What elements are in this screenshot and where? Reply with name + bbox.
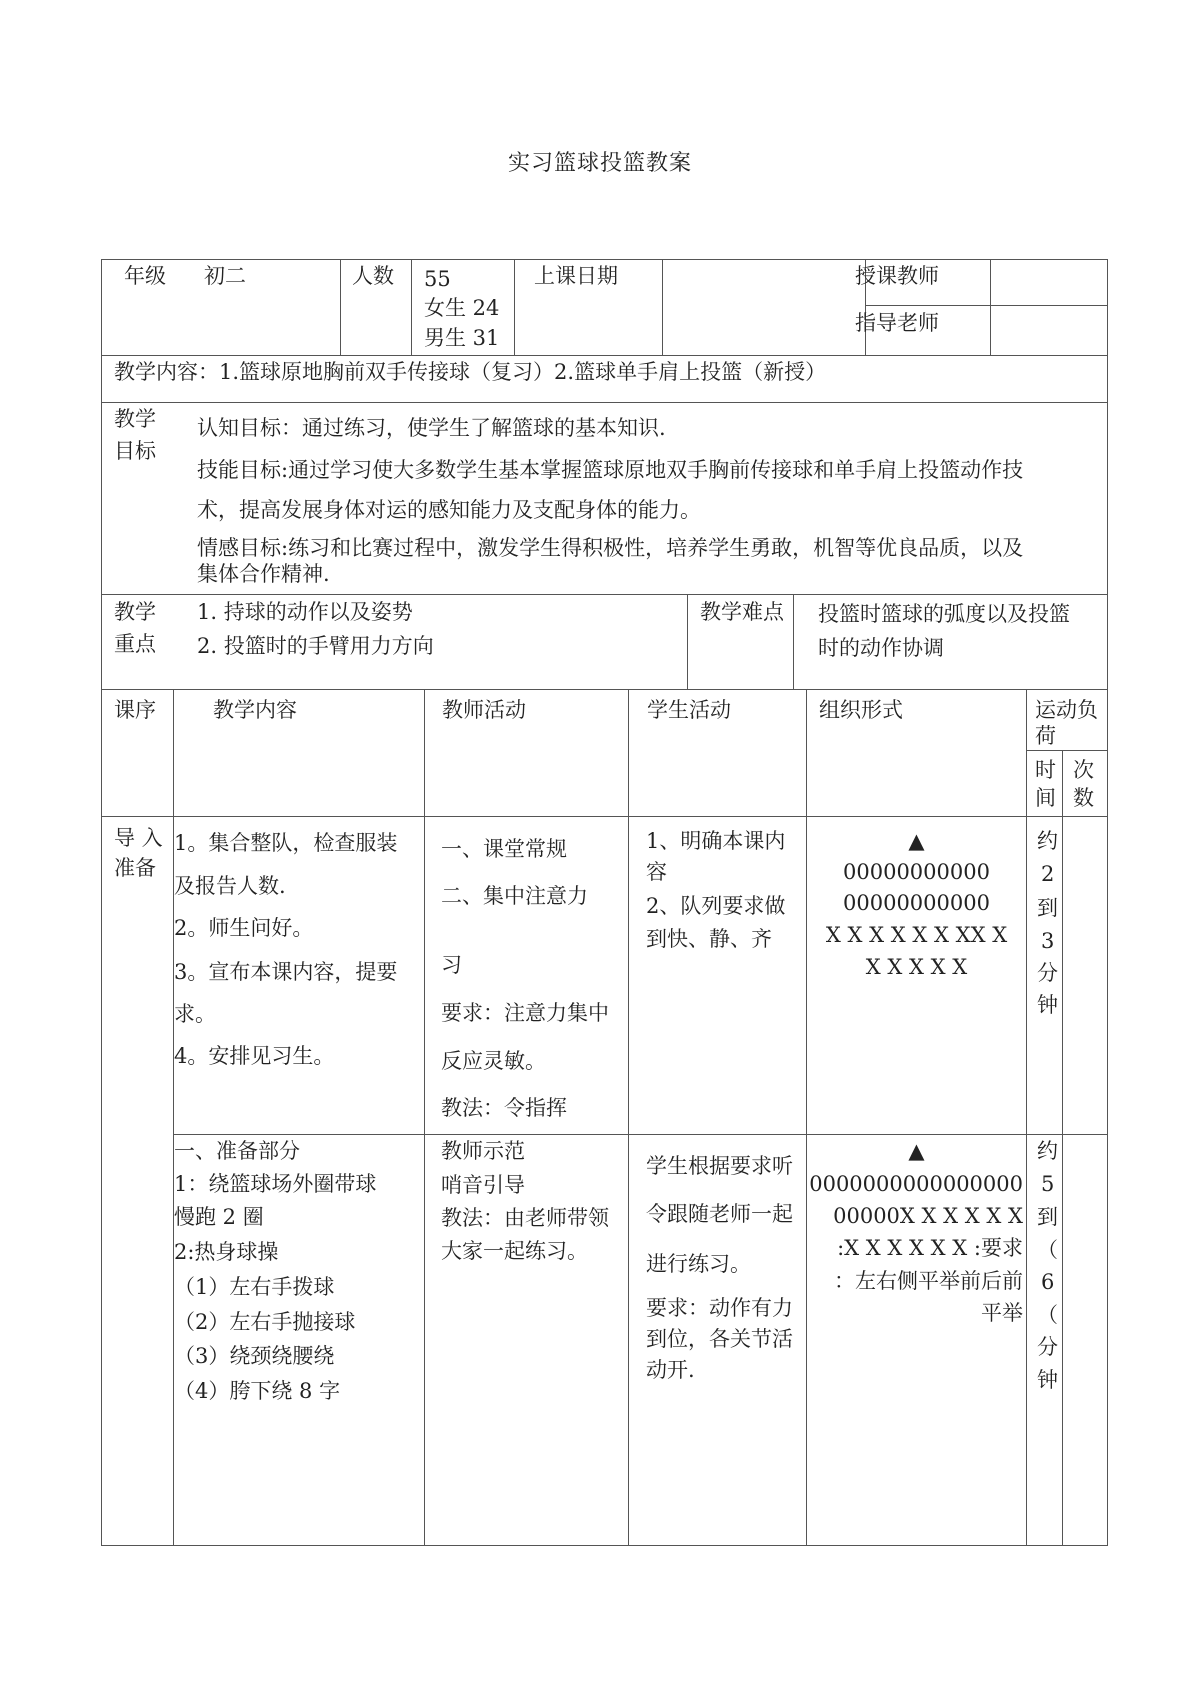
student-line: 到快、静、齐 (646, 927, 772, 951)
skill-goal: 技能目标:通过学习使大多数学生基本掌握篮球原地双手胸前传接球和单手肩上投篮动作技 (197, 458, 1024, 482)
time-char: 5 (1041, 1172, 1055, 1196)
teacher-line: 反应灵敏。 (441, 1049, 546, 1073)
org-line: 00000000000 (843, 891, 990, 915)
time-char: 钟 (1037, 1368, 1058, 1392)
time-char: 分 (1037, 1335, 1058, 1359)
col-divider (173, 689, 174, 1546)
difficulty-label: 教学难点 (700, 600, 784, 624)
col-header-teacher: 教师活动 (442, 698, 526, 722)
content-line: 3。宣布本课内容，提要 (174, 960, 398, 984)
content-line: 求。 (174, 1002, 216, 1026)
col-divider (514, 260, 515, 355)
student-line: 容 (646, 860, 667, 884)
org-line: 0000000000000000 (809, 1172, 1023, 1196)
date-label: 上课日期 (534, 264, 618, 288)
objectives-label: 目标 (114, 439, 156, 463)
time-char: 约 (1037, 1139, 1058, 1163)
col-divider (990, 260, 991, 355)
teacher-line: 一、课堂常规 (441, 837, 567, 861)
teacher-line: 哨音引导 (441, 1173, 525, 1197)
org-line: X X X X X (865, 955, 968, 979)
content-line: 及报告人数. (174, 874, 286, 898)
student-line: 2、队列要求做 (646, 894, 786, 918)
time-char: 3 (1041, 929, 1055, 953)
page-title: 实习篮球投篮教案 (507, 151, 692, 176)
time-char: 6 (1041, 1270, 1055, 1294)
row-divider (102, 689, 1108, 690)
grade-value: 初二 (204, 264, 246, 288)
content-line: 慢跑 2 圈 (174, 1205, 264, 1229)
teacher-line: 二、集中注意力 (441, 884, 588, 908)
row-divider (865, 305, 1108, 306)
keypoints-label: 教学 (114, 600, 156, 624)
time-char: 2 (1041, 862, 1055, 886)
col-divider (806, 689, 807, 1546)
difficulty-text: 投篮时篮球的弧度以及投篮 (818, 602, 1070, 626)
section-order: 导 入 (114, 826, 163, 850)
skill-goal: 术，提高发展身体对运的感知能力及支配身体的能力。 (197, 498, 701, 522)
org-line: 00000X X X X X X (833, 1204, 1023, 1228)
keypoints-label: 重点 (114, 632, 156, 656)
content-line: 2:热身球操 (174, 1240, 279, 1264)
keypoint-item: 1. 持球的动作以及姿势 (197, 600, 413, 624)
teacher-label: 授课教师 (855, 264, 939, 288)
col-header-organization: 组织形式 (819, 698, 903, 722)
org-line: ▲ (908, 829, 925, 853)
col-divider (662, 260, 663, 355)
org-line: 00000000000 (843, 860, 990, 884)
org-line: :X X X X X X :要求 (837, 1236, 1023, 1260)
teacher-line: 习 (441, 953, 462, 977)
col-divider (1026, 689, 1027, 1546)
col-header-student: 学生活动 (647, 698, 731, 722)
count-total: 55 (424, 267, 451, 291)
content-line: 一、准备部分 (174, 1139, 300, 1163)
col-header-load: 运动负 (1035, 698, 1098, 722)
content-line: 4。安排见习生。 (174, 1044, 335, 1068)
count-label: 人数 (352, 264, 394, 288)
col-header-order: 课序 (114, 698, 156, 722)
col-divider (424, 689, 425, 1546)
emotion-goal: 集体合作精神. (197, 562, 330, 586)
col-header-content: 教学内容 (213, 698, 297, 722)
count-male: 男生 31 (424, 326, 500, 350)
teacher-line: 教法：由老师带领 (441, 1206, 609, 1230)
teacher-line: 教师示范 (441, 1139, 525, 1163)
difficulty-text: 时的动作协调 (818, 636, 944, 660)
teacher-line: 大家一起练习。 (441, 1239, 588, 1263)
row-divider (102, 816, 1108, 817)
student-line: 1、明确本课内 (646, 829, 786, 853)
teaching-content: 教学内容：1.篮球原地胸前双手传接球（复习）2.篮球单手肩上投篮（新授） (114, 360, 827, 384)
teacher-line: 要求：注意力集中 (441, 1001, 609, 1025)
section-order: 准备 (114, 856, 156, 880)
col-header-time: 间 (1035, 786, 1056, 810)
row-divider (102, 594, 1108, 595)
count-female: 女生 24 (424, 296, 500, 320)
content-line: 1：绕篮球场外圈带球 (174, 1172, 377, 1196)
time-char: 到 (1037, 1205, 1058, 1229)
cognitive-goal: 认知目标：通过练习，使学生了解篮球的基本知识. (197, 416, 666, 440)
advisor-label: 指导老师 (855, 311, 939, 335)
org-line: ▲ (908, 1139, 925, 1163)
time-char: （ (1037, 1303, 1058, 1327)
col-divider (628, 689, 629, 1546)
time-char: 钟 (1037, 993, 1058, 1017)
col-header-time: 时 (1035, 758, 1056, 782)
content-line: （1）左右手拨球 (174, 1275, 335, 1299)
student-line: 要求：动作有力 (646, 1296, 793, 1320)
col-divider (340, 260, 341, 355)
content-line: （3）绕颈绕腰绕 (174, 1344, 335, 1368)
col-header-reps: 次 (1073, 758, 1094, 782)
org-line: ：左右侧平举前后前 (834, 1269, 1023, 1293)
col-divider (1062, 750, 1063, 1546)
content-line: （2）左右手抛接球 (174, 1310, 356, 1334)
teacher-line: 教法：令指挥 (441, 1096, 567, 1120)
grade-label: 年级 (124, 264, 166, 288)
objectives-label: 教学 (114, 407, 156, 431)
student-line: 到位，各关节活 (646, 1327, 793, 1351)
org-line: X X X X X X XX X (825, 923, 1008, 947)
emotion-goal: 情感目标:练习和比赛过程中，激发学生得积极性，培养学生勇敢，机智等优良品质，以及 (197, 536, 1024, 560)
content-line: 2。师生问好。 (174, 916, 314, 940)
time-char: 到 (1037, 896, 1058, 920)
student-line: 动开. (646, 1358, 695, 1382)
time-char: 分 (1037, 961, 1058, 985)
col-header-reps: 数 (1073, 786, 1094, 810)
time-char: （ (1037, 1238, 1058, 1262)
student-line: 进行练习。 (646, 1252, 751, 1276)
time-char: 约 (1037, 829, 1058, 853)
col-divider (687, 594, 688, 689)
student-line: 令跟随老师一起 (646, 1202, 793, 1226)
keypoint-item: 2. 投篮时的手臂用力方向 (197, 634, 434, 658)
col-divider (411, 260, 412, 355)
content-line: 1。集合整队，检查服装 (174, 831, 398, 855)
row-divider (102, 402, 1108, 403)
col-divider (793, 594, 794, 689)
col-header-load: 荷 (1035, 724, 1056, 748)
student-line: 学生根据要求听 (646, 1154, 793, 1178)
content-line: （4）胯下绕 8 字 (174, 1379, 341, 1403)
lesson-plan-table (101, 259, 1108, 1546)
org-line: 平举 (981, 1301, 1023, 1325)
